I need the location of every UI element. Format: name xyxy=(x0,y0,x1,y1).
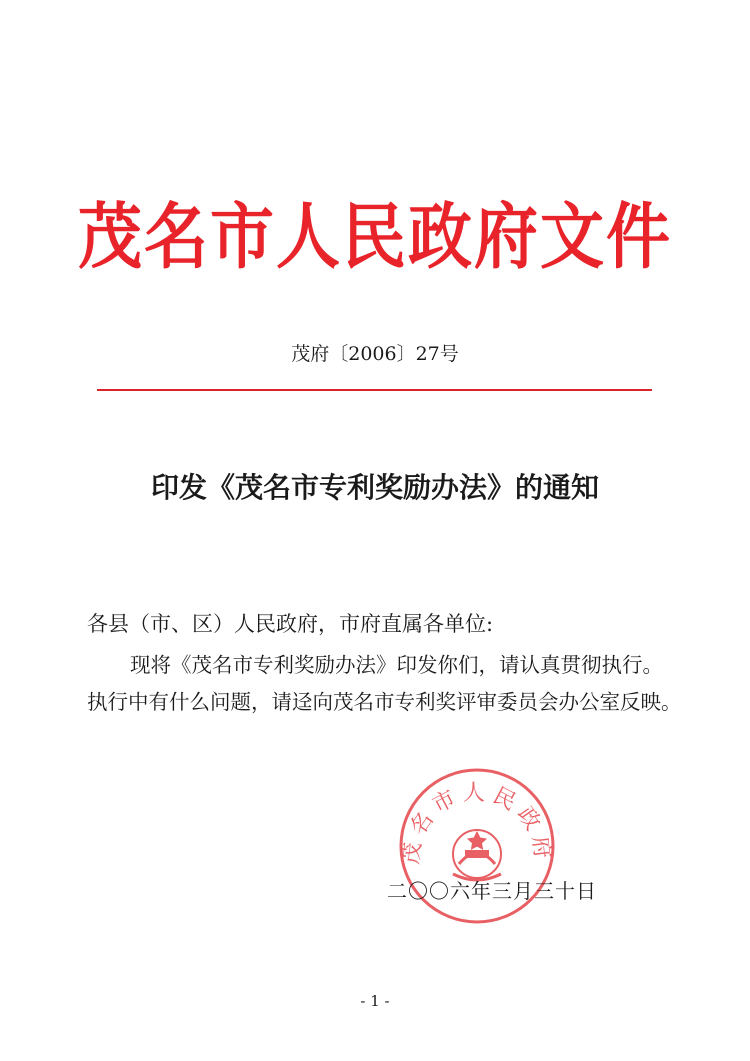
header-red-rule xyxy=(97,389,652,391)
page-number: - 1 - xyxy=(360,992,390,1010)
document-number: 茂府〔2006〕27号 xyxy=(291,343,459,365)
body-paragraph-line-2: 执行中有什么问题，请迳向茂名市专利奖评审委员会办公室反映。 xyxy=(87,690,682,714)
body-paragraph-line-1: 现将《茂名市专利奖励办法》印发你们，请认真贯彻执行。 xyxy=(130,653,663,677)
salutation: 各县（市、区）人民政府，市府直属各单位: xyxy=(87,612,494,636)
document-header-title: 茂名市人民政府文件 xyxy=(78,196,672,280)
notice-title: 印发《茂名市专利奖励办法》的通知 xyxy=(150,471,599,504)
national-emblem-icon xyxy=(453,830,501,880)
seal-text: 茂名市人民政府 xyxy=(398,781,556,866)
signature-date: 二〇〇六年三月三十日 xyxy=(387,879,597,903)
